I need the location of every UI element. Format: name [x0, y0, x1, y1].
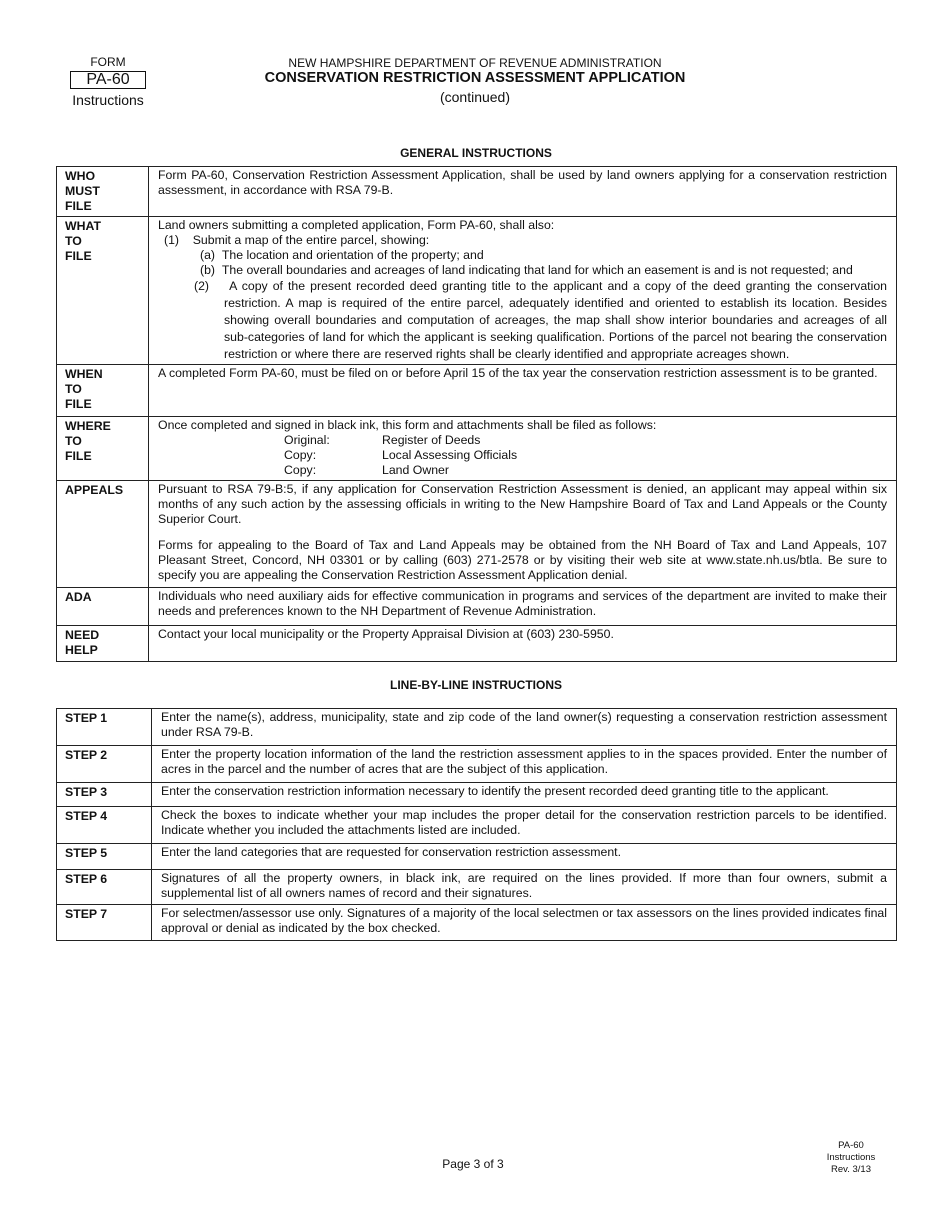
row-text: Pursuant to RSA 79-B:5, if any application for Conservation Restriction Assessment is denied, an applicant may appeal within six months of any such action by the assessing officials in writing to the New Hampshire Board of Tax and Land Appeals or the County Superior Court. Forms for appealing to the Board of Tax and Land Appeals may be obtained from the NH Board of Tax and Land Appeals, 107 Pleasant Street, Concord, NH 03301 or by calling (603) 271-2578 or by visiting their web site at www.state.nh.us/btla. Be sure to specify you are appealing the Conservation Restriction Assessment Application denial.: [149, 481, 897, 588]
step-text: Enter the conservation restriction information necessary to identify the present recorded deed granting title to the applicant.: [152, 783, 897, 807]
step-row: [57, 870, 897, 905]
page-header: [180, 56, 770, 108]
general-instructions-table: [56, 166, 897, 662]
step-key: STEP 3: [57, 783, 152, 807]
row-text: Once completed and signed in black ink, this form and attachments shall be filed as follows: Original: Register of Deeds Copy: Local Assessing Officials Copy: Land Owner: [149, 417, 897, 481]
row-text: Form PA-60, Conservation Restriction Assessment Application, shall be used by land owners applying for a conservation restriction assessment, in accordance with RSA 79-B.: [149, 167, 897, 217]
general-instructions-title: GENERAL INSTRUCTIONS: [400, 146, 552, 160]
row-key: ADA: [57, 588, 149, 626]
row-key: WHAT TO FILE: [57, 217, 149, 365]
step-key: STEP 2: [57, 746, 152, 783]
row-text: Land owners submitting a completed application, Form PA-60, shall also: (1) Submit a map of the entire parcel, showing: (a) The location and orientation of the property; and (b) The overall boundaries and acreages of land indicating that land for which an easement is and is not requested; and (2) A copy of the present recorded deed granting title to the applicant and a copy of the deed granting the conservation restriction. A map is required of the entire parcel, adequately identified and oriented to establish its location. Besides showing overall boundaries and computation of acreages, the map shall show interior boundaries and acreages of all sub-categories of land for which the applicant is seeking qualification. Portions of the parcel not bearing the conservation restriction or where there are reserved rights shall be clearly identified and appropriate acreages shown.: [149, 217, 897, 365]
row-text: A completed Form PA-60, must be filed on or before April 15 of the tax year the conservation restriction assessment is to be granted.: [149, 365, 897, 417]
row-text: Contact your local municipality or the Property Appraisal Division at (603) 230-5950.: [149, 626, 897, 662]
step-row: [57, 807, 897, 844]
row-appeals: [57, 481, 897, 588]
list-item: (2) A copy of the present recorded deed granting title to the applicant and a copy of the deed granting the conservation restriction. A map is required of the entire parcel, adequately identified and oriented to establish its location. Besides showing overall boundaries and computation of acreages, the map shall show interior boundaries and acreages of all sub-categories of land for which the applicant is seeking qualification. Portions of the parcel not bearing the conservation restriction or where there are reserved rights shall be clearly identified and appropriate acreages shown.: [194, 279, 887, 361]
department-name: NEW HAMPSHIRE DEPARTMENT OF REVENUE ADMINISTRATION: [288, 56, 662, 70]
form-subtitle: Instructions: [72, 92, 144, 108]
list-item: Original: Register of Deeds: [284, 433, 481, 447]
step-row: [57, 783, 897, 807]
step-text: For selectmen/assessor use only. Signatures of a majority of the local selectmen or tax assessors on the lines provided indicates final approval or denial as indicated by the box checked.: [152, 905, 897, 941]
form-number: PA-60: [70, 71, 146, 89]
page-number: Page 3 of 3: [442, 1157, 504, 1171]
step-row: [57, 746, 897, 783]
list-item: Copy: Land Owner: [284, 463, 449, 477]
row-who-must-file: [57, 167, 897, 217]
row-ada: [57, 588, 897, 626]
step-text: Enter the land categories that are requested for conservation restriction assessment.: [152, 844, 897, 870]
step-text: Signatures of all the property owners, in black ink, are required on the lines provided. If more than four owners, submit a supplemental list of all owners names of record and their signatures.: [152, 870, 897, 905]
row-need-help: [57, 626, 897, 662]
row-when-to-file: [57, 365, 897, 417]
line-by-line-title: LINE-BY-LINE INSTRUCTIONS: [389, 678, 562, 692]
form-label: FORM: [90, 55, 126, 69]
list-item: (a) The location and orientation of the property; and: [200, 248, 484, 262]
step-text: Check the boxes to indicate whether your map includes the proper detail for the conservation restriction parcels to be identified. Indicate whether you included the attachments listed are included.: [152, 807, 897, 844]
row-key: WHO MUST FILE: [57, 167, 149, 217]
step-key: STEP 7: [57, 905, 152, 941]
row-key: WHERE TO FILE: [57, 417, 149, 481]
step-row: [57, 844, 897, 870]
page-title: CONSERVATION RESTRICTION ASSESSMENT APPLICATION: [264, 70, 686, 86]
form-identifier: [60, 56, 156, 109]
step-key: STEP 4: [57, 807, 152, 844]
list-item: (1) Submit a map of the entire parcel, showing:: [164, 233, 430, 247]
row-what-to-file: [57, 217, 897, 365]
row-key: APPEALS: [57, 481, 149, 588]
step-row: [57, 905, 897, 941]
step-row: [57, 709, 897, 746]
step-key: STEP 5: [57, 844, 152, 870]
step-key: STEP 1: [57, 709, 152, 746]
step-text: Enter the property location information of the land the restriction assessment applies to in the spaces provided. Enter the number of acres in the parcel and the number of acres that are the subject of this application.: [152, 746, 897, 783]
revision-note: PA-60 Instructions Rev. 3/13: [826, 1140, 876, 1175]
list-item: Copy: Local Assessing Officials: [284, 448, 518, 462]
line-by-line-table: [56, 708, 897, 941]
step-key: STEP 6: [57, 870, 152, 905]
row-key: WHEN TO FILE: [57, 365, 149, 417]
row-key: NEED HELP: [57, 626, 149, 662]
list-item: (b) The overall boundaries and acreages of land indicating that land for which an easement is and is not requested; and: [200, 263, 853, 277]
continued-label: (continued): [439, 89, 511, 105]
step-text: Enter the name(s), address, municipality, state and zip code of the land owner(s) requesting a conservation restriction assessment under RSA 79-B.: [152, 709, 897, 746]
row-where-to-file: [57, 417, 897, 481]
row-text: Individuals who need auxiliary aids for effective communication in programs and services of the department are invited to make their needs and preferences known to the NH Department of Revenue Administration.: [149, 588, 897, 626]
